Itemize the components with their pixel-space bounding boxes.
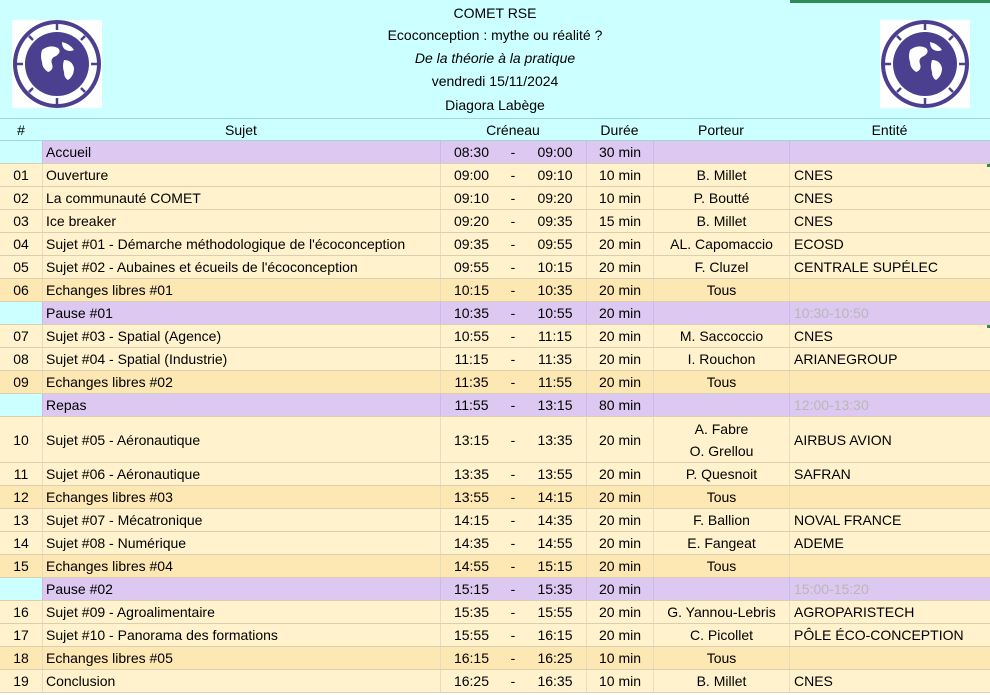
table-row[interactable]: [0, 256, 990, 279]
table-row[interactable]: [0, 463, 990, 486]
row-entity: [789, 486, 990, 508]
table-row[interactable]: [0, 394, 990, 417]
row-speaker: [653, 279, 789, 301]
row-start-time: 11:55: [440, 394, 502, 416]
row-end-time: 11:35: [538, 351, 572, 367]
row-speaker: [653, 187, 789, 209]
row-subject: Repas: [42, 394, 440, 416]
row-end-time: 09:55: [537, 236, 573, 252]
row-end-time: 13:15: [537, 397, 573, 413]
row-start-time: 11:35: [440, 371, 502, 393]
row-duration: 20 min: [586, 486, 653, 508]
table-row[interactable]: [0, 601, 990, 624]
table-row[interactable]: [0, 647, 990, 670]
table-row[interactable]: [0, 486, 990, 509]
row-entity: [789, 555, 990, 577]
row-duration: 20 min: [586, 233, 653, 255]
row-duration: 20 min: [586, 555, 653, 577]
speaker-name: AL. Capomaccio: [670, 236, 773, 252]
table-row[interactable]: [0, 348, 990, 371]
event-title: COMET RSE: [453, 5, 537, 21]
speaker-name: B. Millet: [696, 167, 747, 183]
row-end-time: 16:15: [537, 627, 573, 643]
row-entity: AGROPARISTECH: [789, 601, 990, 623]
row-duration: 20 min: [586, 371, 653, 393]
row-speaker: [653, 578, 789, 600]
table-row[interactable]: [0, 187, 990, 210]
row-duration: 15 min: [586, 210, 653, 232]
row-end-time: 09:35: [537, 213, 573, 229]
column-header-num: #: [17, 121, 25, 138]
row-duration: 10 min: [586, 187, 653, 209]
event-tagline: De la théorie à la pratique: [414, 50, 576, 66]
row-start-time: 13:35: [440, 463, 502, 485]
row-duration: 20 min: [586, 463, 653, 485]
row-number: 10: [13, 431, 29, 448]
row-end-time: 10:35: [537, 282, 573, 298]
row-entity: CNES: [789, 187, 990, 209]
row-time-separator: -: [510, 397, 516, 413]
row-entity: [789, 371, 990, 393]
speaker-name: G. Yannou-Lebris: [667, 604, 776, 620]
row-duration: 20 min: [586, 532, 653, 554]
row-duration: 20 min: [586, 279, 653, 301]
row-number: [0, 394, 42, 416]
row-number: 19: [13, 673, 29, 689]
row-subject: Pause #01: [42, 302, 440, 324]
row-start-time: 10:15: [440, 279, 502, 301]
table-row[interactable]: [0, 555, 990, 578]
row-subject: Sujet #08 - Numérique: [42, 532, 440, 554]
row-duration: 20 min: [586, 325, 653, 347]
row-start-time: 16:25: [440, 670, 502, 692]
table-row[interactable]: [0, 670, 990, 693]
row-time-separator: -: [510, 190, 516, 206]
speaker-name: O. Grellou: [689, 442, 754, 459]
row-duration: 80 min: [586, 394, 653, 416]
row-entity: 12:00-13:30: [789, 394, 990, 416]
row-duration: 20 min: [586, 578, 653, 600]
table-row[interactable]: [0, 578, 990, 601]
agenda-header: [0, 0, 990, 118]
row-start-time: 16:15: [440, 647, 502, 669]
row-time-separator: -: [510, 282, 516, 298]
row-entity: [789, 647, 990, 669]
row-entity: CNES: [789, 325, 990, 347]
row-start-time: 13:55: [440, 486, 502, 508]
row-time-separator: -: [510, 213, 516, 229]
row-time-separator: -: [510, 627, 516, 643]
row-number: 04: [13, 236, 29, 252]
speaker-name: F. Cluzel: [694, 259, 749, 275]
speaker-name: Tous: [706, 558, 737, 574]
row-duration: 20 min: [586, 256, 653, 278]
row-number: 08: [13, 351, 29, 367]
table-row[interactable]: [0, 624, 990, 647]
row-duration: 10 min: [586, 647, 653, 669]
row-subject: Sujet #10 - Panorama des formations: [42, 624, 440, 646]
row-duration: 10 min: [586, 164, 653, 186]
row-time-separator: -: [510, 351, 516, 367]
table-row[interactable]: [0, 302, 990, 325]
row-end-time: 16:25: [537, 650, 573, 666]
row-end-time: 10:55: [537, 305, 573, 321]
row-end-time: 09:20: [537, 190, 573, 206]
row-time-separator: -: [510, 259, 516, 275]
row-number: 13: [13, 512, 29, 528]
row-start-time: 09:00: [440, 164, 502, 186]
row-time-separator: -: [510, 673, 516, 689]
row-subject: Sujet #03 - Spatial (Agence): [42, 325, 440, 347]
row-entity: [789, 141, 990, 163]
row-entity: [789, 279, 990, 301]
row-speaker: [653, 624, 789, 646]
column-header-porteur: Porteur: [698, 121, 744, 138]
row-duration: 20 min: [586, 509, 653, 531]
row-speaker: [653, 417, 789, 462]
row-number: 15: [13, 558, 29, 574]
table-row[interactable]: [0, 509, 990, 532]
row-time-separator: -: [510, 144, 516, 160]
speaker-name: C. Picollet: [689, 627, 754, 643]
row-subject: La communauté COMET: [42, 187, 440, 209]
row-end-time: 11:55: [538, 374, 572, 390]
event-venue: Diagora Labège: [445, 97, 545, 113]
column-header-row: [0, 118, 990, 141]
row-speaker: [653, 256, 789, 278]
speaker-name: F. Ballion: [693, 512, 750, 528]
column-header-creneau: Créneau: [486, 121, 540, 138]
row-number: 06: [13, 282, 29, 298]
row-speaker: [653, 601, 789, 623]
row-speaker: [653, 164, 789, 186]
row-start-time: 14:35: [440, 532, 502, 554]
column-header-sujet: Sujet: [225, 121, 257, 138]
row-number: 12: [13, 489, 29, 505]
row-subject: Conclusion: [42, 670, 440, 692]
row-start-time: 10:35: [440, 302, 502, 324]
row-end-time: 15:15: [537, 558, 573, 574]
row-subject: Sujet #06 - Aéronautique: [42, 463, 440, 485]
row-number: 01: [13, 167, 29, 183]
row-start-time: 13:15: [440, 417, 502, 462]
row-subject: Sujet #05 - Aéronautique: [42, 417, 440, 462]
row-subject: Echanges libres #01: [42, 279, 440, 301]
row-number: 17: [13, 627, 29, 643]
row-time-separator: -: [510, 581, 516, 597]
row-start-time: 14:55: [440, 555, 502, 577]
row-speaker: [653, 371, 789, 393]
row-subject: Echanges libres #04: [42, 555, 440, 577]
table-row[interactable]: [0, 141, 990, 164]
table-row[interactable]: [0, 325, 990, 348]
row-speaker: [653, 394, 789, 416]
row-entity: ADEME: [789, 532, 990, 554]
row-time-separator: -: [510, 236, 516, 252]
row-start-time: 15:55: [440, 624, 502, 646]
row-time-separator: -: [510, 431, 516, 448]
row-speaker: [653, 463, 789, 485]
row-subject: Sujet #09 - Agroalimentaire: [42, 601, 440, 623]
table-row[interactable]: [0, 532, 990, 555]
row-speaker: [653, 486, 789, 508]
row-entity: 10:30-10:50: [789, 302, 990, 324]
speaker-name: B. Millet: [696, 673, 747, 689]
row-subject: Accueil: [42, 141, 440, 163]
column-header-entite: Entité: [871, 121, 908, 138]
row-end-time: 09:00: [537, 144, 573, 160]
row-time-separator: -: [510, 167, 516, 183]
row-duration: 10 min: [586, 670, 653, 692]
globe-logo-icon: [12, 20, 102, 108]
speaker-name: E. Fangeat: [687, 535, 756, 551]
row-start-time: 11:15: [440, 348, 502, 370]
row-entity: AIRBUS AVION: [789, 417, 990, 462]
row-number: 18: [13, 650, 29, 666]
row-end-time: 13:35: [537, 431, 573, 448]
row-speaker: [653, 210, 789, 232]
row-speaker: [653, 532, 789, 554]
row-start-time: 15:15: [440, 578, 502, 600]
row-time-separator: -: [510, 512, 516, 528]
column-header-duree: Durée: [600, 121, 639, 138]
row-end-time: 14:15: [537, 489, 573, 505]
row-end-time: 15:55: [537, 604, 573, 620]
row-time-separator: -: [510, 604, 516, 620]
speaker-name: A. Fabre: [694, 420, 749, 437]
table-row[interactable]: [0, 164, 990, 187]
row-number: 05: [13, 259, 29, 275]
row-number: 16: [13, 604, 29, 620]
row-number: [0, 578, 42, 600]
row-subject: Pause #02: [42, 578, 440, 600]
row-subject: Sujet #04 - Spatial (Industrie): [42, 348, 440, 370]
event-date: vendredi 15/11/2024: [431, 73, 559, 89]
row-speaker: [653, 555, 789, 577]
speaker-name: Tous: [706, 650, 737, 666]
row-time-separator: -: [510, 466, 516, 482]
row-number: [0, 141, 42, 163]
row-start-time: 14:15: [440, 509, 502, 531]
row-time-separator: -: [510, 535, 516, 551]
row-speaker: [653, 325, 789, 347]
event-subtitle: Ecoconception : mythe ou réalité ?: [387, 27, 603, 43]
row-number: 07: [13, 328, 29, 344]
speaker-name: M. Saccoccio: [679, 328, 764, 344]
row-time-separator: -: [510, 328, 516, 344]
row-start-time: 10:55: [440, 325, 502, 347]
speaker-name: B. Millet: [696, 213, 747, 229]
row-end-time: 09:10: [537, 167, 573, 183]
row-speaker: [653, 509, 789, 531]
row-speaker: [653, 348, 789, 370]
row-number: [0, 302, 42, 324]
table-row[interactable]: [0, 233, 990, 256]
row-end-time: 11:15: [538, 328, 572, 344]
speaker-name: Tous: [706, 374, 737, 390]
row-duration: 20 min: [586, 348, 653, 370]
row-duration: 20 min: [586, 417, 653, 462]
row-entity: CNES: [789, 164, 990, 186]
row-entity: SAFRAN: [789, 463, 990, 485]
globe-logo-icon: [880, 20, 970, 108]
row-speaker: [653, 233, 789, 255]
row-end-time: 10:15: [537, 259, 573, 275]
speaker-name: P. Quesnoit: [685, 466, 758, 482]
row-number: 14: [13, 535, 29, 551]
row-time-separator: -: [510, 305, 516, 321]
row-start-time: 09:20: [440, 210, 502, 232]
row-start-time: 09:10: [440, 187, 502, 209]
row-time-separator: -: [510, 374, 516, 390]
row-subject: Sujet #01 - Démarche méthodologique de l'écoconception: [42, 233, 440, 255]
row-entity: PÔLE ÉCO-CONCEPTION: [789, 624, 990, 646]
row-number: 11: [13, 466, 29, 482]
row-time-separator: -: [510, 558, 516, 574]
row-duration: 20 min: [586, 624, 653, 646]
row-entity: 15:00-15:20: [789, 578, 990, 600]
row-entity: ECOSD: [789, 233, 990, 255]
row-entity: NOVAL FRANCE: [789, 509, 990, 531]
table-row[interactable]: [0, 417, 990, 463]
row-end-time: 13:55: [537, 466, 573, 482]
row-entity: CENTRALE SUPÉLEC: [789, 256, 990, 278]
row-duration: 30 min: [586, 141, 653, 163]
speaker-name: Tous: [706, 489, 737, 505]
row-number: 03: [13, 213, 29, 229]
row-subject: Echanges libres #03: [42, 486, 440, 508]
row-time-separator: -: [510, 489, 516, 505]
table-row[interactable]: [0, 371, 990, 394]
row-subject: Sujet #07 - Mécatronique: [42, 509, 440, 531]
row-speaker: [653, 647, 789, 669]
row-speaker: [653, 670, 789, 692]
row-time-separator: -: [510, 650, 516, 666]
table-row[interactable]: [0, 210, 990, 233]
row-number: 09: [13, 374, 29, 390]
row-speaker: [653, 141, 789, 163]
row-entity: CNES: [789, 670, 990, 692]
row-start-time: 08:30: [440, 141, 502, 163]
row-speaker: [653, 302, 789, 324]
speaker-name: Tous: [706, 282, 737, 298]
table-row[interactable]: [0, 279, 990, 302]
row-duration: 20 min: [586, 601, 653, 623]
row-start-time: 09:35: [440, 233, 502, 255]
speaker-name: I. Rouchon: [687, 351, 756, 367]
row-subject: Sujet #02 - Aubaines et écueils de l'écoconception: [42, 256, 440, 278]
row-subject: Echanges libres #05: [42, 647, 440, 669]
row-end-time: 16:35: [537, 673, 573, 689]
row-number: 02: [13, 190, 29, 206]
speaker-name: P. Boutté: [693, 190, 750, 206]
row-start-time: 15:35: [440, 601, 502, 623]
row-subject: Ice breaker: [42, 210, 440, 232]
row-entity: ARIANEGROUP: [789, 348, 990, 370]
row-subject: Echanges libres #02: [42, 371, 440, 393]
row-duration: 20 min: [586, 302, 653, 324]
row-end-time: 14:35: [537, 512, 573, 528]
row-end-time: 15:35: [537, 581, 573, 597]
row-end-time: 14:55: [537, 535, 573, 551]
row-subject: Ouverture: [42, 164, 440, 186]
row-start-time: 09:55: [440, 256, 502, 278]
row-entity: CNES: [789, 210, 990, 232]
